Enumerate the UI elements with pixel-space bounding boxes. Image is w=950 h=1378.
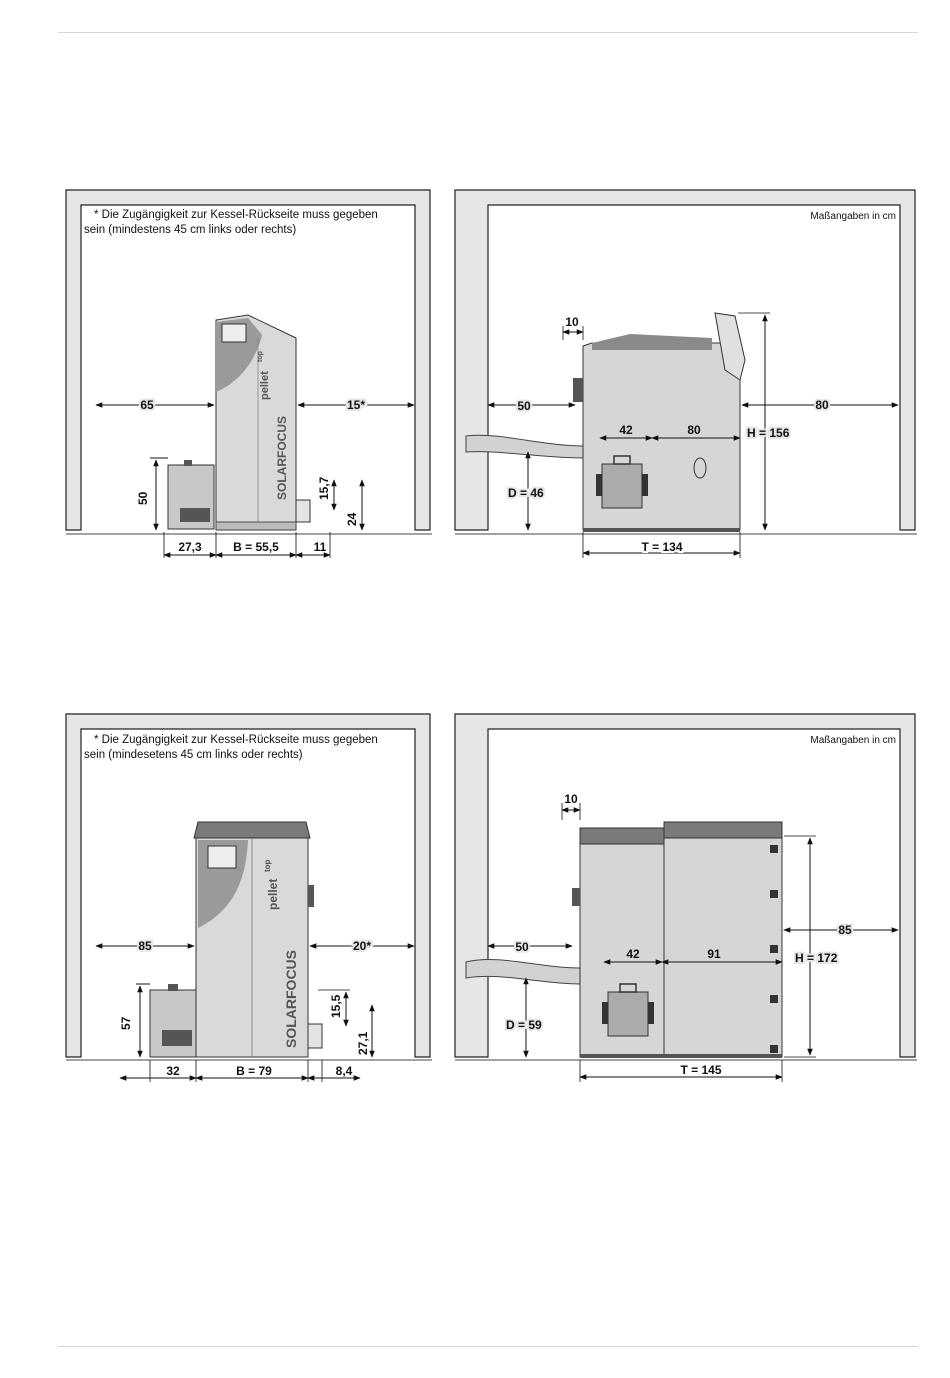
access-note-line2: sein (mindestens 45 cm links oder rechts): [84, 224, 297, 236]
bottom-front-view: [66, 714, 432, 1082]
side-left-clearance: 50: [515, 940, 529, 954]
flue-offset-dim: 8,4: [335, 1064, 353, 1078]
depth-t: T = 134: [641, 540, 683, 554]
depth-d: D = 46: [508, 486, 544, 500]
brand-logo-text: SOLARFOCUS: [283, 950, 299, 1048]
top-front-view: [66, 190, 432, 558]
dim-a: 42: [626, 947, 640, 961]
units-note: Maßangaben in cm: [810, 211, 896, 222]
dim-a: 42: [619, 423, 633, 437]
side-right-clearance: 85: [838, 923, 852, 937]
access-note-line2: sein (mindesetens 45 cm links oder rechts): [84, 749, 303, 761]
flue-height: 15,5: [329, 994, 343, 1018]
model-logo-sup: top: [257, 351, 264, 362]
access-note-line1: * Die Zugängigkeit zur Kessel-Rückseite muss gegeben: [94, 734, 378, 746]
brand-logo-text: SOLARFOCUS: [275, 416, 289, 500]
boiler-width-dim: B = 79: [236, 1064, 272, 1078]
front-left-clearance: 85: [138, 939, 152, 953]
flue-total-height: 24: [345, 512, 359, 526]
hopper-height: 50: [136, 491, 150, 505]
wall-gap: 10: [565, 315, 579, 329]
hopper-width-dim: 32: [166, 1064, 180, 1078]
boiler-width-dim: B = 55,5: [233, 540, 279, 554]
side-right-clearance: 80: [815, 398, 829, 412]
front-left-clearance: 65: [140, 398, 154, 412]
top-side-view: [455, 190, 917, 558]
model-logo-sup: top: [263, 859, 272, 872]
side-left-clearance: 50: [517, 399, 531, 413]
front-right-clearance: 20*: [352, 939, 372, 953]
wall-gap: 10: [564, 792, 578, 806]
flue-height: 15,7: [317, 476, 331, 500]
units-note: Maßangaben in cm: [810, 735, 896, 746]
flue-offset-dim: 11: [313, 540, 327, 554]
front-right-clearance: 15*: [346, 398, 366, 412]
hopper-height: 57: [119, 1016, 133, 1030]
bottom-side-view: [455, 714, 917, 1082]
dim-b: 91: [707, 947, 721, 961]
dim-b: 80: [687, 423, 701, 437]
access-note-line1: * Die Zugängigkeit zur Kessel-Rückseite muss gegeben: [94, 209, 378, 221]
model-logo-text: pellet: [259, 371, 271, 400]
depth-t: T = 145: [680, 1063, 722, 1077]
hopper-width-dim: 27,3: [178, 540, 202, 554]
boiler-height: H = 172: [795, 951, 838, 965]
model-logo-text: pellet: [266, 878, 280, 910]
depth-d: D = 59: [506, 1018, 542, 1032]
flue-total-height: 27,1: [356, 1031, 370, 1055]
boiler-height: H = 156: [747, 426, 790, 440]
